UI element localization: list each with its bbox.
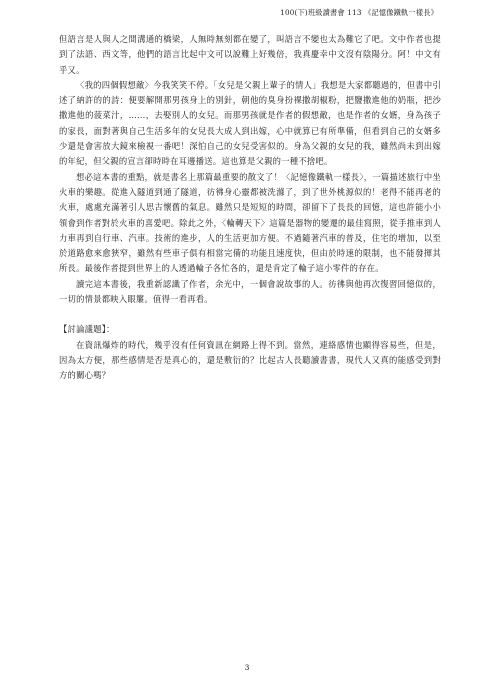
section-spacer [59,307,441,322]
essay-paragraph-4: 讀完這本書後，我重新認識了作者，余光中，一個會說故事的人。彷彿與他再次復習回憶似的，一切的情景都映入眼簾。值得一看再看。 [59,278,441,305]
essay-paragraph-1: 但語言是人與人之間溝通的橋梁，人無時無刻都在變了，叫語言不變也太為難它了吧。文中作者也提到了法語、西文等，他們的語言比起中文可以說難上好幾倍，我真慶幸中文沒有陰陽分。阿！中文有乎又。 [59,34,441,75]
page-number: 3 [244,663,250,672]
discussion-body: 在資訊爆炸的時代，幾乎沒有任何資訊在網路上得不到。當然，連絡感情也顯得容易些，但是，因為太方便，那些感情是否是真心的，還是敷衍的？比起古人長聽讀書書，現代人又真的能感受到對方的關心嗎？ [59,339,441,381]
discussion-heading: 【討論議題】： [59,324,115,335]
running-header: 100(下)班級讀書會 113 《記憶像鐵軌一樣長》 [280,8,438,17]
essay-paragraph-2: 〈我的四個假想敵〉今我笑笑不停。「女兒是父親上輩子的情人」我想是大家都聽過的，但書中引述了納許的的詩：便要解開那男孩身上的別針，朝他的臭身扮裸撒胡椒粉，把鹽撒進他的奶瓶，把沙撒進他的菠菜汁，……，去娶別人的女兒。而那男孩就是作者的假想敵，也是作者的女婿，身為孩子的家長，面對著與自己生活多年的女兒長大成人到出嫁，心中就算已有所準備，但看到自己的女婿多少還是會害放大鏡來檢視一番吧！深怕自己的女兒受害似的。身為父親的女兒的我，雖然尚未到出嫁的年紀，但父親的宣言卻時時在耳邊播送。這也算是父親的一種不捨吧。 [59,79,441,167]
essay-body [59,32,441,384]
essay-paragraph-3: 想必這本書的重點，就是書名上那篇最重要的散文了！〈記憶像鐵軌一樣長〉，一篇描述旅行中坐火車的樂趣。從進入隧道到通了隧道，彷彿身心靈都被洗滌了，到了世外桃源似的！老得不能再老的火車，處處充滿著引人思古懷舊的氣息。雖然只是短短的時間，卻留下了長長的回憶，這也許能小小領會到作者對於火車的喜愛吧。除此之外，〈輪轉天下〉這篇是器物的變遷的最佳寫照，從手推車到人力車再到自行車、汽車。技術的進步，人的生活更加方便。不過隨著汽車的普及，住宅的增加，以至於道路愈來愈狹窄，雖然有些車子俱有相當完備的功能且速度快，但由於時速的限制，也不能發揮其所長。最後作者提到世界上的人透過輪子各忙各的，還是肯定了輪子這小零件的存在。 [59,171,441,274]
